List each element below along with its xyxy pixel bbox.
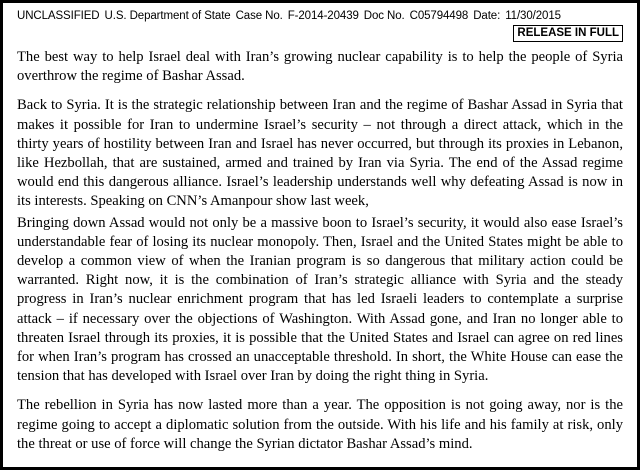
agency-name: U.S. Department of State: [104, 10, 231, 22]
document-body: [17, 48, 623, 454]
paragraph: Bringing down Assad would not only be a massive boon to Israel’s security, it would also ease Israel’s understandable fear of losing its nuclear monopoly. Then, Israel and the United States might be able to develop a common view of when the Iranian program is so dangerous that military action could be warranted. Right now, it is the combination of Iran’s strategic alliance with Syria and the steady progress in Iran’s nuclear enrichment program that has led Israeli leaders to contemplate a surprise attack – if necessary over the objections of Washington. With Assad gone, and Iran no longer able to threaten Israel through its proxies, it is possible that the United States and Israel can agree on red lines for when Iran’s program has crossed an unacceptable threshold. In short, the White House can ease the tension that has developed with Israel over Iran by doing the right thing in Syria.: [17, 214, 623, 385]
case-label: Case No.: [235, 10, 283, 22]
date-value: 11/30/2015: [505, 10, 561, 22]
classification-marking: UNCLASSIFIED: [17, 10, 100, 22]
document-header: [17, 9, 623, 23]
paragraph: The best way to help Israel deal with Iran’s growing nuclear capability is to help the people of Syria overthrow the regime of Bashar Assad.: [17, 49, 623, 85]
doc-number: C05794498: [409, 10, 469, 22]
paragraph: The rebellion in Syria has now lasted more than a year. The opposition is not going away, nor is the regime going to accept a diplomatic solution from the outside. With his life and his family at risk, only the threat or use of force will change the Syrian dictator Bashar Assad’s mind.: [17, 397, 623, 452]
paragraph: Back to Syria. It is the strategic relationship between Iran and the regime of Bashar Assad in Syria that makes it possible for Iran to undermine Israel’s security – not through a direct attack, which in the thirty years of hostility between Iran and Israel has never occurred, but through its proxies in Lebanon, like Hezbollah, that are sustained, armed and trained by Iran via Syria. The end of the Assad regime would end this dangerous alliance. Israel’s leadership understands well why defeating Assad is now in its interests. Speaking on CNN’s Amanpour show last week,: [17, 97, 623, 210]
release-stamp: RELEASE IN FULL: [513, 25, 623, 42]
date-label: Date:: [473, 10, 501, 22]
case-number: F-2014-20439: [287, 10, 359, 22]
release-stamp-row: [17, 25, 623, 42]
doc-label: Doc No.: [363, 10, 405, 22]
